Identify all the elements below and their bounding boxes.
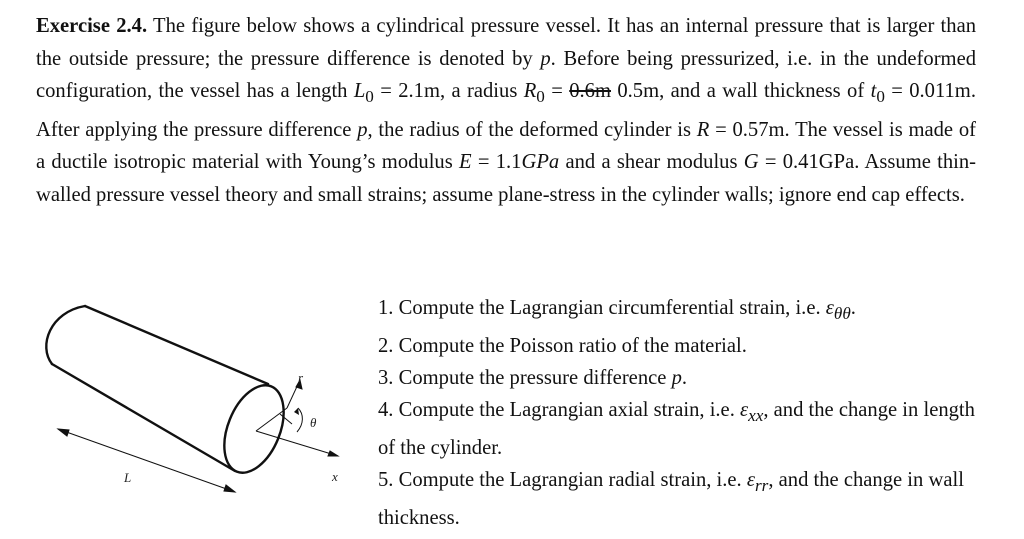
text-segment: , a radius [439,80,524,103]
text-segment: . Before being pressurized, i.e. in the undeformed configuration, the vessel has a length [36,47,977,103]
symbol-epsilon: ε [740,399,749,422]
value-L0: = 2.1m [373,80,440,103]
axis-x-arrowhead [328,451,338,456]
text-segment: , and a wall thickness of [659,80,871,103]
question-2 [378,330,978,362]
value-E: = 1.1 [471,151,522,174]
question-5 [378,464,978,534]
question-text: , and the change in length of the cylinder. [378,399,975,460]
question-4 [378,394,978,464]
arrowhead-left [58,429,69,436]
cylinder-top-edge [85,306,268,384]
symbol-G: G [743,151,759,174]
question-text: 2. Compute the Poisson ratio of the material. [378,335,747,358]
axis-x-line [256,431,338,456]
symbol-p: p [540,47,551,70]
symbol-epsilon: ε [825,297,834,319]
question-text: 4. Compute the Lagrangian axial strain, i.e. [378,399,740,422]
symbol-R: R [696,118,710,141]
subscript-zero: 0 [365,87,374,107]
text-segment: . The vessel is made of a ductile isotropic material with Young’s modulus [36,118,976,174]
struck-value-R0: 0.6m [569,80,611,103]
dimension-line-L [58,429,235,492]
figure-label-L: L [124,470,132,485]
cylinder-left-end [46,306,85,364]
theta-arrowhead [294,408,299,415]
exercise-text [36,10,976,212]
question-text: 5. Compute the Lagrangian radial strain, i.e. [378,469,747,492]
unit-gpa-italic: GPa [521,151,560,174]
symbol-p: p [357,118,368,141]
symbol-epsilon: ε [746,469,755,492]
figure-label-x: x [332,469,338,484]
subscript-theta-theta: θθ [833,304,851,324]
question-text: . [681,367,688,390]
cylinder-bottom-edge [52,364,235,471]
symbol-p: p [671,367,682,390]
text-segment: . After applying the pressure difference [36,80,976,141]
equals-sign: = [544,80,570,103]
figure-label-theta: θ [310,415,317,430]
value-R0: 0.5m [610,80,660,103]
value-G: = 0.41GPa [758,151,855,174]
question-3 [378,362,978,394]
symbol-t0: t [870,80,877,103]
symbol-E: E [459,151,472,174]
question-text: 3. Compute the pressure difference [378,367,672,390]
value-t0: = 0.011m [884,80,971,103]
subscript-rr: rr [754,476,769,496]
symbol-L0: L [353,80,366,103]
figure-label-r: r [298,370,304,385]
question-text: . [850,297,856,319]
text-segment: The figure below shows a cylindrical pressure vessel. It has an internal pressure that is larger than the outside pressure; the pressure difference is denoted by [36,15,977,70]
arrowhead-right [224,485,235,492]
question-text: 1. Compute the Lagrangian circumferential strain, i.e. [378,297,826,319]
cylinder-figure [30,296,360,506]
question-1 [378,292,978,330]
symbol-R0: R [523,80,537,103]
text-segment: and a shear modulus [559,151,744,174]
text-segment: . Assume thin-walled pressure vessel theory and small strains; assume plane-stress in the cylinder walls; ignore end cap effects. [36,151,976,207]
text-segment: , the radius of the deformed cylinder is [367,118,697,141]
question-list [378,292,978,534]
value-R: = 0.57m [709,118,785,141]
exercise-label: Exercise 2.4. [36,15,148,37]
question-text: , and the change in wall thickness. [378,469,964,530]
subscript-zero: 0 [876,87,885,107]
subscript-zero: 0 [536,87,545,107]
subscript-xx: xx [748,406,764,426]
